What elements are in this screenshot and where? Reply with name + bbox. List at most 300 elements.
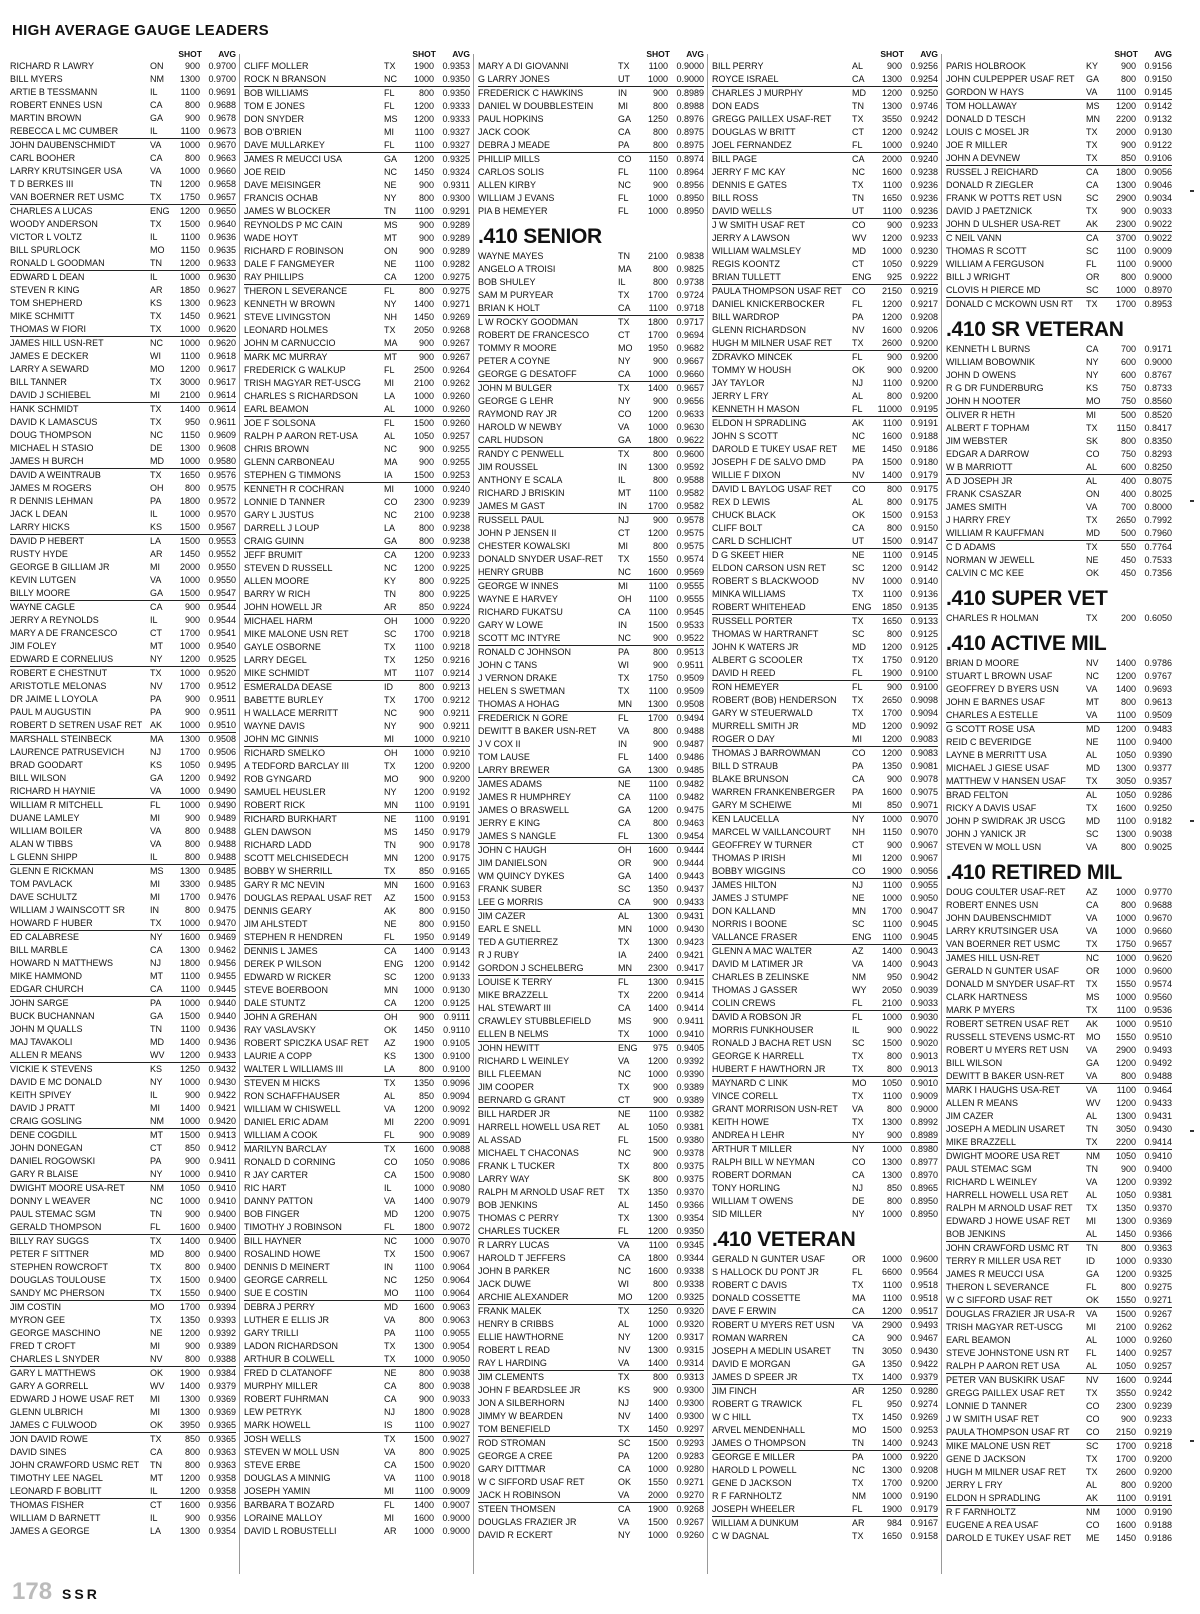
shots-count: 1000 xyxy=(1115,926,1136,936)
shooter-state: OR xyxy=(618,858,632,868)
shots-count: 900 xyxy=(886,61,902,71)
shots-count: 1000 xyxy=(179,456,200,466)
average-value: 0.9219 xyxy=(1144,1427,1172,1437)
average-value: 0.9300 xyxy=(442,193,470,203)
column-header xyxy=(946,46,1172,60)
shooter-name: WILLIAM BOBOWNIK xyxy=(946,357,1036,367)
shooter-state: NY xyxy=(1086,370,1099,380)
shooter-name: LAURIE A COPP xyxy=(244,1051,313,1061)
average-value: 0.9608 xyxy=(208,443,236,453)
shooter-state: CO xyxy=(852,286,866,296)
shooter-name: GEORGE G LEHR xyxy=(478,396,554,406)
shooter-row xyxy=(244,1499,470,1512)
shooter-name: ROBERT L READ xyxy=(478,1345,550,1355)
shooter-name: CHARLES TUCKER xyxy=(478,1226,560,1236)
shooter-name: DAVE SCHULTZ xyxy=(10,892,78,902)
shooter-row xyxy=(946,232,1172,245)
shooter-state: VA xyxy=(1086,1085,1098,1095)
shooter-row xyxy=(712,1156,938,1169)
shots-count: 1300 xyxy=(881,1465,902,1475)
shots-count: 800 xyxy=(418,919,434,929)
shots-count: 1200 xyxy=(413,101,434,111)
shots-count: 1200 xyxy=(413,1104,434,1114)
column-4 xyxy=(712,46,938,1543)
shooter-row xyxy=(244,852,470,865)
shooter-name: ARTHUR B COLWELL xyxy=(244,1354,335,1364)
shooter-row xyxy=(712,1050,938,1063)
shooter-state: WI xyxy=(618,660,629,670)
shooter-state: TX xyxy=(618,1161,630,1171)
shots-count: 1500 xyxy=(881,510,902,520)
shooter-state: VA xyxy=(150,826,162,836)
shooter-row xyxy=(10,1049,236,1063)
shots-count: 1450 xyxy=(413,167,434,177)
shooter-state: VA xyxy=(852,959,864,969)
average-value: 0.9486 xyxy=(676,752,704,762)
shooter-name: BOB FINGER xyxy=(244,1209,300,1219)
average-value: 0.9421 xyxy=(208,1103,236,1113)
average-value: 0.9488 xyxy=(208,826,236,836)
average-value: 0.9063 xyxy=(442,1302,470,1312)
average-value: 0.9718 xyxy=(676,303,704,313)
shots-count: 1200 xyxy=(413,787,434,797)
average-value: 0.9358 xyxy=(208,1486,236,1496)
shots-count: 800 xyxy=(184,852,200,862)
shooter-name: HAROLD W NEWBY xyxy=(478,422,563,432)
shots-count: 900 xyxy=(184,61,200,71)
shooter-name: R DENNIS LEHMAN xyxy=(10,496,94,506)
average-value: 0.9658 xyxy=(208,179,236,189)
shots-count: 1750 xyxy=(179,192,200,202)
shots-count: 1500 xyxy=(881,536,902,546)
shots-count: 1400 xyxy=(179,404,200,414)
shooter-state: PA xyxy=(150,1156,162,1166)
shooter-row xyxy=(10,363,236,376)
shooter-row xyxy=(10,891,236,904)
shooter-row xyxy=(712,958,938,971)
shooter-name: PAUL HOPKINS xyxy=(478,114,544,124)
shooter-row xyxy=(244,337,470,351)
shooter-name: DOUGLAS W BRITT xyxy=(712,127,796,137)
average-value: 0.9240 xyxy=(910,140,938,150)
shots-count: 1100 xyxy=(1116,737,1136,747)
shooter-name: ELDON H SPRADLING xyxy=(946,1493,1041,1503)
average-value: 0.9650 xyxy=(208,206,236,216)
shots-count: 1850 xyxy=(881,602,902,612)
shots-count: 900 xyxy=(184,1156,200,1166)
shooter-state: TX xyxy=(618,990,630,1000)
average-value: 0.9600 xyxy=(1144,966,1172,976)
average-value: 0.7356 xyxy=(1144,568,1172,578)
average-value: 0.9445 xyxy=(208,984,236,994)
shooter-row xyxy=(946,461,1172,475)
shots-count: 800 xyxy=(418,1315,434,1325)
shots-count: 1000 xyxy=(179,1116,200,1126)
shots-count: 800 xyxy=(418,589,434,599)
shooter-row xyxy=(478,1015,704,1028)
shooter-name: FRANCIS OCHAB xyxy=(244,193,319,203)
shooter-name: JACK COOK xyxy=(478,127,531,137)
shooter-state: SC xyxy=(618,1438,631,1448)
average-value: 0.9043 xyxy=(910,959,938,969)
shots-count: 1400 xyxy=(179,1037,200,1047)
shooter-name: RAY VASLAVSKY xyxy=(244,1025,316,1035)
shots-count: 1200 xyxy=(881,748,902,758)
average-value: 0.9271 xyxy=(1144,1295,1172,1305)
shooter-name: R F FARNHOLTZ xyxy=(946,1507,1016,1517)
shots-count: 1300 xyxy=(881,74,902,84)
shooter-state: IL xyxy=(150,232,158,242)
shooter-row xyxy=(244,588,470,601)
shooter-row xyxy=(712,298,938,311)
shooter-name: GEORGE W INNES xyxy=(478,581,559,591)
shooter-state: MI xyxy=(150,1103,160,1113)
shots-count: 3050 xyxy=(881,1346,902,1356)
shooter-row xyxy=(10,614,236,627)
shots-count: 800 xyxy=(1120,272,1136,282)
shots-count: 1450 xyxy=(179,549,200,559)
shooter-row xyxy=(712,984,938,997)
shooter-state: FL xyxy=(384,932,395,942)
shooter-name: HUBERT F HAWTHORN JR xyxy=(712,1064,826,1074)
average-value: 0.9150 xyxy=(910,523,938,533)
shooter-state: MI xyxy=(852,734,862,744)
average-value: 0.9055 xyxy=(442,1328,470,1338)
shots-count: 800 xyxy=(184,826,200,836)
shooter-state: TX xyxy=(150,219,162,229)
shooter-name: SID MILLER xyxy=(712,1209,763,1219)
shooter-row xyxy=(478,1489,704,1503)
average-value: 0.9392 xyxy=(208,1328,236,1338)
shooter-state: AL xyxy=(1086,1361,1098,1371)
shooter-state: GA xyxy=(618,871,632,881)
average-value: 0.9422 xyxy=(910,1359,938,1369)
shooter-state: MN xyxy=(384,853,398,863)
shooter-row xyxy=(10,1433,236,1446)
average-value: 0.9238 xyxy=(442,523,470,533)
shots-count: 600 xyxy=(1120,370,1136,380)
shooter-state: ENG xyxy=(852,932,872,942)
average-value: 0.9260 xyxy=(442,404,470,414)
shooter-name: JAMES SMITH xyxy=(946,502,1007,512)
shots-count: 900 xyxy=(418,444,434,454)
shooter-name: GRANT MORRISON USN-RET xyxy=(712,1104,838,1114)
shooter-row xyxy=(10,587,236,601)
shooter-name: GREGG PAILLEX USAF-RET xyxy=(712,114,832,124)
shooter-name: ZDRAVKO MINCEK xyxy=(712,352,793,362)
shooter-name: DOUG COULTER USAF-RET xyxy=(946,887,1066,897)
shooter-state: VA xyxy=(1086,913,1098,923)
shooter-name: KEN LAUCELLA xyxy=(712,814,780,824)
shooter-row xyxy=(478,910,704,923)
shooter-name: RON SCHAFFHAUSER xyxy=(244,1091,341,1101)
shots-count: 1300 xyxy=(647,937,668,947)
shooter-name: DOUG THOMPSON xyxy=(10,430,92,440)
shooter-row xyxy=(10,680,236,693)
average-value: 0.9056 xyxy=(910,866,938,876)
average-value: 0.9039 xyxy=(910,985,938,995)
shooter-name: LOUISE K TERRY xyxy=(478,977,553,987)
average-value: 0.9724 xyxy=(676,290,704,300)
shooter-name: RALPH BILL W NEYMAN xyxy=(712,1157,815,1167)
average-value: 0.9400 xyxy=(208,1236,236,1246)
shots-count: 1000 xyxy=(1115,887,1136,897)
shooter-state: MS xyxy=(618,1016,632,1026)
shots-count: 800 xyxy=(886,391,902,401)
average-value: 0.9210 xyxy=(442,734,470,744)
shooter-state: CT xyxy=(618,1095,630,1105)
shooter-row xyxy=(10,1287,236,1301)
shots-count: 800 xyxy=(184,1447,200,1457)
shooter-state: MI xyxy=(1086,410,1096,420)
shooter-state: NJ xyxy=(852,1183,863,1193)
shooter-row xyxy=(478,329,704,342)
average-value: 0.7960 xyxy=(1144,528,1172,538)
average-value: 0.9786 xyxy=(1144,658,1172,668)
shooter-name: THOMAS W HARTRANFT xyxy=(712,629,819,639)
average-value: 0.9320 xyxy=(676,1306,704,1316)
average-value: 0.9620 xyxy=(208,338,236,348)
shooter-row xyxy=(10,455,236,469)
shooter-row xyxy=(10,1182,236,1195)
shooter-state: GA xyxy=(150,588,164,598)
shots-count: 2200 xyxy=(1115,114,1136,124)
average-value: 0.9314 xyxy=(676,1358,704,1368)
shooter-name: GARY A GORRELL xyxy=(10,1381,89,1391)
shooter-state: NM xyxy=(150,74,164,84)
shooter-row xyxy=(10,1525,236,1538)
shooter-state: NV xyxy=(1086,658,1099,668)
shooter-row xyxy=(946,73,1172,86)
shooter-row xyxy=(712,1103,938,1116)
shooter-row xyxy=(946,1070,1172,1084)
average-value: 0.9462 xyxy=(208,945,236,955)
average-value: 0.9400 xyxy=(208,1288,236,1298)
shooter-state: FL xyxy=(852,299,863,309)
average-value: 0.9495 xyxy=(208,760,236,770)
shooter-name: DR JAIME L LOYOLA xyxy=(10,694,98,704)
shooter-row xyxy=(712,430,938,443)
shooter-state: AR xyxy=(384,1526,397,1536)
shooter-name: STEVE BOERBOON xyxy=(244,985,329,995)
shooter-row xyxy=(244,747,470,760)
shots-count: 1150 xyxy=(882,827,902,837)
shooter-row xyxy=(712,1037,938,1050)
shooter-row xyxy=(712,1332,938,1345)
shooter-name: RICHARD LADD xyxy=(244,840,312,850)
shooter-row xyxy=(946,435,1172,448)
shooter-name: DOUGLAS TOULOUSE xyxy=(10,1275,106,1285)
shooter-name: JOHN A DEVNEW xyxy=(946,153,1021,163)
shots-count: 1600 xyxy=(647,845,668,855)
shooter-row xyxy=(244,390,470,403)
shooter-name: LAYNE B MERRITT USA xyxy=(946,750,1047,760)
shots-count: 800 xyxy=(418,906,434,916)
shots-count: 850 xyxy=(886,1183,902,1193)
shooter-name: JIM CAZER xyxy=(946,1111,994,1121)
average-value: 0.9517 xyxy=(910,1306,938,1316)
shooter-row xyxy=(946,86,1172,100)
shooter-name: TIMOTHY LEE NAGEL xyxy=(10,1473,103,1483)
shots-count: 1100 xyxy=(1116,1005,1136,1015)
section-title: .410 VETERAN xyxy=(712,1228,856,1251)
shooter-state: GA xyxy=(618,765,632,775)
shots-count: 850 xyxy=(184,1143,200,1153)
shots-count: 1700 xyxy=(413,629,434,639)
shooter-row xyxy=(10,535,236,548)
shooter-name: ROGER O DAY xyxy=(712,734,775,744)
shooter-row xyxy=(244,496,470,509)
shots-count: 900 xyxy=(1120,206,1136,216)
header-avg: AVG xyxy=(452,49,470,59)
average-value: 0.9133 xyxy=(910,616,938,626)
shots-count: 2300 xyxy=(413,497,434,507)
average-value: 0.9660 xyxy=(208,166,236,176)
shooter-name: TOM BENEFIELD xyxy=(478,1424,551,1434)
average-value: 0.9384 xyxy=(208,1368,236,1378)
shooter-state: TX xyxy=(1086,1203,1098,1213)
average-value: 0.9239 xyxy=(442,497,470,507)
shooter-name: LEE G MORRIS xyxy=(478,897,544,907)
shooter-state: MS xyxy=(384,827,398,837)
shooter-row xyxy=(244,364,470,377)
shooter-name: MARTIN BROWN xyxy=(10,113,82,123)
shooter-name: PHILLIP MILLS xyxy=(478,154,540,164)
shooter-state: WV xyxy=(852,233,867,243)
shooter-row xyxy=(478,844,704,857)
average-value: 0.9738 xyxy=(676,277,704,287)
shooter-row xyxy=(946,1176,1172,1189)
column-header xyxy=(478,46,704,60)
shots-count: 1400 xyxy=(647,871,668,881)
shots-count: 800 xyxy=(1120,1282,1136,1292)
average-value: 0.9088 xyxy=(442,1144,470,1154)
shots-count: 800 xyxy=(1120,697,1136,707)
shooter-name: JAMES A GEORGE xyxy=(10,1526,90,1536)
shots-count: 800 xyxy=(652,264,668,274)
shooter-row xyxy=(244,681,470,694)
average-value: 0.9297 xyxy=(676,1424,704,1434)
shots-count: 1700 xyxy=(647,713,668,723)
shots-count: 1200 xyxy=(881,299,902,309)
shooter-state: TX xyxy=(150,377,162,387)
average-value: 0.9000 xyxy=(442,1513,470,1523)
average-value: 0.9027 xyxy=(442,1434,470,1444)
average-value: 0.9200 xyxy=(910,1478,938,1488)
shots-count: 1100 xyxy=(414,1486,434,1496)
shots-count: 1200 xyxy=(413,114,434,124)
shooter-state: DE xyxy=(150,443,163,453)
shooter-name: ELDON H SPRADLING xyxy=(712,418,807,428)
shooter-state: IN xyxy=(618,462,627,472)
shooter-row xyxy=(478,685,704,698)
shots-count: 1200 xyxy=(1115,1058,1136,1068)
shots-count: 1100 xyxy=(414,800,434,810)
shooter-state: VA xyxy=(1086,1309,1098,1319)
shooter-row xyxy=(478,139,704,153)
shots-count: 1200 xyxy=(413,563,434,573)
shooter-row xyxy=(478,1357,704,1371)
average-value: 0.8953 xyxy=(1144,299,1172,309)
shooter-name: THOMAS FISHER xyxy=(10,1500,85,1510)
shots-count: 2050 xyxy=(413,325,434,335)
header-shot: SHOT xyxy=(412,49,436,59)
shots-count: 1100 xyxy=(648,1240,668,1250)
shots-count: 900 xyxy=(652,515,668,525)
shots-count: 1600 xyxy=(1115,803,1136,813)
shots-count: 2600 xyxy=(881,338,902,348)
shooter-name: MARK P MYERS xyxy=(946,1005,1015,1015)
average-value: 0.9242 xyxy=(910,127,938,137)
shooter-state: NM xyxy=(1086,1507,1100,1517)
average-value: 0.8293 xyxy=(1144,449,1172,459)
shooter-name: JAMES R HUMPHREY xyxy=(478,792,572,802)
shooter-row xyxy=(478,368,704,382)
shooter-name: HENRY B CRIBBS xyxy=(478,1319,554,1329)
shooter-name: DOUGLAS A MINNIG xyxy=(244,1473,331,1483)
shooter-name: WILLIAM J WAINSCOTT SR xyxy=(10,905,126,915)
shooter-name: RICHARD J BRISKIN xyxy=(478,488,565,498)
shooter-name: JOHN P SWIDRAK JR USCG xyxy=(946,816,1066,826)
shooter-row xyxy=(478,434,704,448)
shooter-row xyxy=(946,1387,1172,1400)
shots-count: 1100 xyxy=(1116,259,1136,269)
shooter-row xyxy=(946,1163,1172,1176)
shooter-name: CHARLES A ESTELLE xyxy=(946,710,1039,720)
shots-count: 800 xyxy=(886,1104,902,1114)
average-value: 0.9422 xyxy=(208,1090,236,1100)
shots-count: 750 xyxy=(1120,383,1136,393)
shots-count: 1900 xyxy=(179,1368,200,1378)
shots-count: 1200 xyxy=(647,409,668,419)
average-value: 0.9670 xyxy=(208,140,236,150)
shooter-row xyxy=(946,475,1172,488)
shooter-state: MO xyxy=(852,1425,867,1435)
shots-count: 800 xyxy=(418,1381,434,1391)
shooter-row xyxy=(478,566,704,580)
shots-count: 1100 xyxy=(882,378,902,388)
shooter-row xyxy=(478,448,704,461)
shooter-state: CO xyxy=(852,220,866,230)
shots-count: 1700 xyxy=(413,695,434,705)
shots-count: 1200 xyxy=(647,1226,668,1236)
shooter-name: JERRY E KING xyxy=(478,818,541,828)
shooter-name: PETER A COYNE xyxy=(478,356,551,366)
average-value: 0.9009 xyxy=(442,1486,470,1496)
shooter-name: DENE COGDILL xyxy=(10,1130,78,1140)
average-value: 0.9269 xyxy=(442,312,470,322)
shooter-name: BRAD GOODART xyxy=(10,760,83,770)
shots-count: 1400 xyxy=(647,1411,668,1421)
shooter-row xyxy=(478,1516,704,1529)
shooter-row xyxy=(712,153,938,166)
shooter-row xyxy=(10,1446,236,1459)
shots-count: 800 xyxy=(886,497,902,507)
shooter-state: CO xyxy=(852,484,866,494)
shooter-row xyxy=(478,1437,704,1450)
shots-count: 2000 xyxy=(1115,127,1136,137)
shots-count: 800 xyxy=(1120,900,1136,910)
average-value: 0.9025 xyxy=(442,1447,470,1457)
shooter-row xyxy=(712,364,938,377)
shooter-state: ENG xyxy=(384,959,404,969)
shooter-row xyxy=(712,1464,938,1477)
average-value: 0.9022 xyxy=(1144,233,1172,243)
shooter-state: FL xyxy=(384,140,395,150)
shooter-state: WI xyxy=(618,1279,629,1289)
shots-count: 1000 xyxy=(179,1169,200,1179)
shooter-row xyxy=(244,1301,470,1314)
